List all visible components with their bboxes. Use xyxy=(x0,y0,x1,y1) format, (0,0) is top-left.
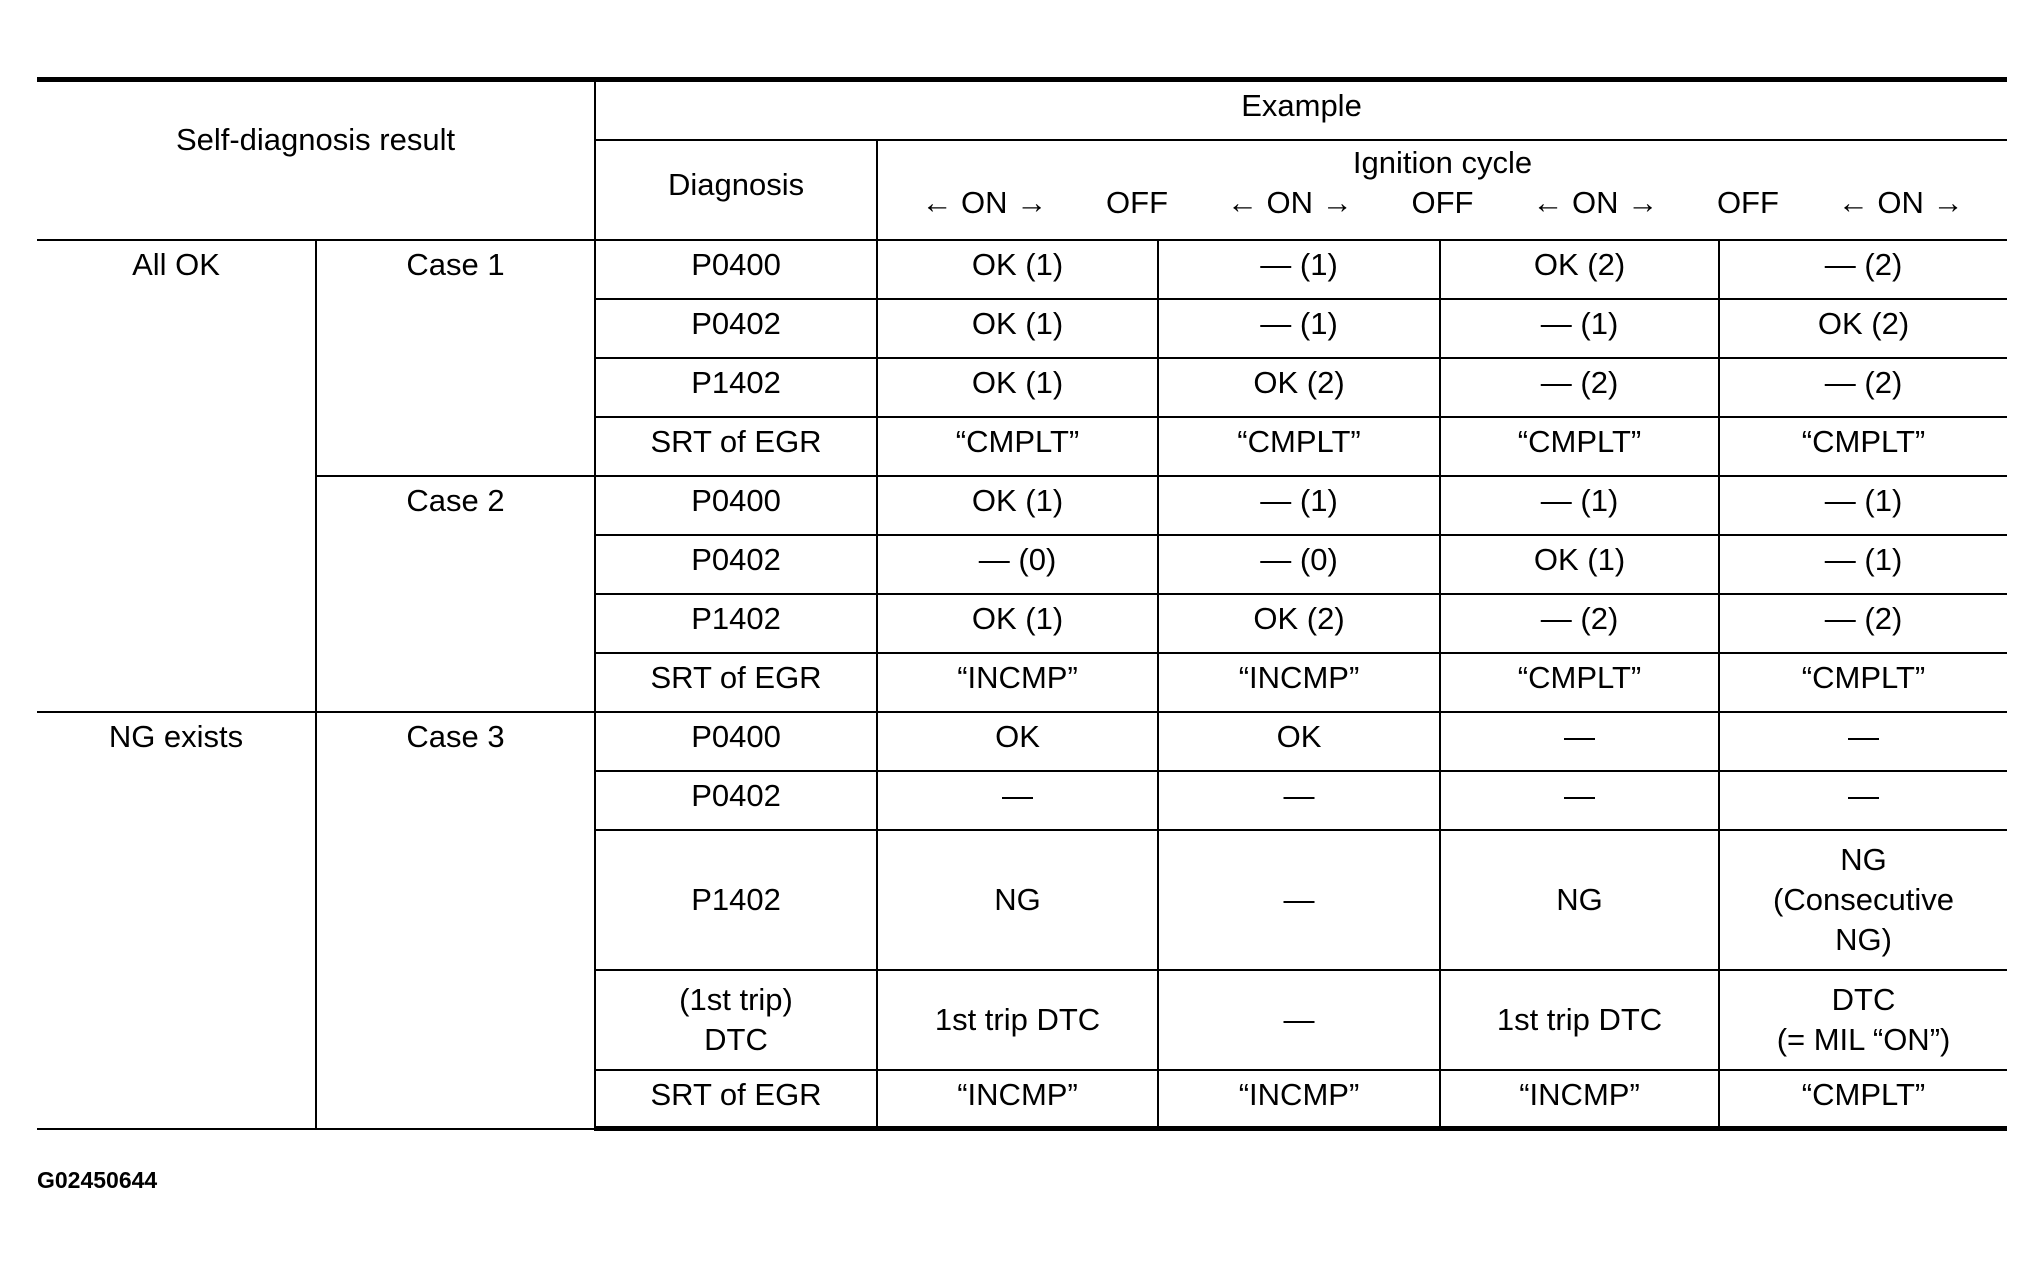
diagnosis-cell: P0402 xyxy=(595,299,877,358)
cycle-value-cell: — xyxy=(1440,771,1719,830)
diagnosis-cell: P0400 xyxy=(595,240,877,299)
cycle-value-cell: “CMPLT” xyxy=(1719,417,2007,476)
value-line: DTC xyxy=(1831,981,1896,1017)
diagnosis-cell: SRT of EGR xyxy=(595,653,877,712)
cycle-value-cell: “INCMP” xyxy=(1158,1070,1440,1129)
cycle-value-cell: NG xyxy=(877,830,1158,970)
cycle-value-cell: — (1) xyxy=(1719,476,2007,535)
cycle-value-cell: — xyxy=(877,771,1158,830)
table-row xyxy=(37,712,2007,771)
cycle-state: OFF xyxy=(1106,184,1169,220)
self-diagnosis-table xyxy=(37,77,2007,1131)
figure-id: G02450644 xyxy=(37,1167,158,1193)
case-cell: Case 1 xyxy=(316,240,595,476)
cycle-value-cell: 1st trip DTC xyxy=(877,970,1158,1070)
cycle-value-cell: — (0) xyxy=(877,535,1158,594)
cycle-value-cell: — (1) xyxy=(1719,535,2007,594)
cycle-value-cell: OK (1) xyxy=(877,594,1158,653)
cycle-value-cell: — (2) xyxy=(1719,240,2007,299)
cycle-value-cell: — xyxy=(1158,970,1440,1070)
cycle-value-cell: — xyxy=(1719,712,2007,771)
cycle-value-cell: — (1) xyxy=(1158,240,1440,299)
cycle-value-cell: — (1) xyxy=(1158,476,1440,535)
cycle-value-cell xyxy=(1719,830,2007,970)
cycle-value-cell: OK (1) xyxy=(877,299,1158,358)
cycle-value-cell: 1st trip DTC xyxy=(1440,970,1719,1070)
cycle-value-cell: OK (2) xyxy=(1158,358,1440,417)
cycle-value-cell: — xyxy=(1158,830,1440,970)
cycle-value-cell: — xyxy=(1719,771,2007,830)
diagnosis-cell: P0402 xyxy=(595,771,877,830)
cycle-value-cell: “CMPLT” xyxy=(1440,653,1719,712)
diagnosis-line: (1st trip) xyxy=(679,981,793,1017)
cycle-value-cell: “INCMP” xyxy=(1440,1070,1719,1129)
diagnosis-cell: SRT of EGR xyxy=(595,417,877,476)
value-line: (= MIL “ON”) xyxy=(1776,1021,1951,1057)
cycle-value-cell: “CMPLT” xyxy=(1440,417,1719,476)
diagnosis-cell: P1402 xyxy=(595,830,877,970)
cycle-value-cell: OK xyxy=(877,712,1158,771)
diagnosis-cell: P1402 xyxy=(595,358,877,417)
cycle-value-cell: “CMPLT” xyxy=(1719,1070,2007,1129)
cycle-value-cell: — (2) xyxy=(1719,358,2007,417)
cycle-state: ← ON → xyxy=(1226,184,1353,220)
diagnosis-cell: P0400 xyxy=(595,476,877,535)
ignition-cycle-header xyxy=(877,140,2007,240)
table-row xyxy=(37,476,2007,535)
case-cell: Case 3 xyxy=(316,712,595,1129)
cycle-value-cell: OK (2) xyxy=(1158,594,1440,653)
self-diagnosis-result-cell: All OK xyxy=(37,240,316,712)
cycle-value-cell: OK (2) xyxy=(1719,299,2007,358)
ignition-cycle-states xyxy=(882,183,2003,223)
table-row xyxy=(37,240,2007,299)
cycle-value-cell: — xyxy=(1440,712,1719,771)
cycle-state: OFF xyxy=(1716,184,1779,220)
cycle-value-cell: “CMPLT” xyxy=(1719,653,2007,712)
cycle-value-cell: OK (1) xyxy=(877,358,1158,417)
cycle-value-cell: — xyxy=(1158,771,1440,830)
cycle-state: ← ON → xyxy=(1532,184,1659,220)
cycle-state: ← ON → xyxy=(921,184,1048,220)
ignition-cycle-label: Ignition cycle xyxy=(1352,144,1533,180)
cycle-value-cell: — (2) xyxy=(1440,358,1719,417)
cycle-value-cell: “CMPLT” xyxy=(1158,417,1440,476)
diagnosis-cell: SRT of EGR xyxy=(595,1070,877,1129)
cycle-value-cell: “CMPLT” xyxy=(877,417,1158,476)
diagnosis-cell: P0402 xyxy=(595,535,877,594)
cycle-value-cell: NG xyxy=(1440,830,1719,970)
cycle-value-cell: — (1) xyxy=(1440,476,1719,535)
cycle-value-cell: OK (2) xyxy=(1440,240,1719,299)
cycle-state: OFF xyxy=(1411,184,1474,220)
value-line: (Consecutive xyxy=(1773,881,1954,917)
value-line: NG) xyxy=(1835,921,1892,957)
example-header: Example xyxy=(595,80,2007,140)
diagnosis-cell: P1402 xyxy=(595,594,877,653)
case-cell: Case 2 xyxy=(316,476,595,712)
value-line: NG xyxy=(1840,841,1887,877)
cycle-value-cell: — (2) xyxy=(1440,594,1719,653)
diagnosis-line: DTC xyxy=(704,1021,768,1057)
diagnosis-cell: P0400 xyxy=(595,712,877,771)
cycle-value-cell: — (1) xyxy=(1158,299,1440,358)
self-diagnosis-result-cell: NG exists xyxy=(37,712,316,1129)
cycle-value-cell xyxy=(1719,970,2007,1070)
self-diagnosis-result-header: Self-diagnosis result xyxy=(37,80,595,240)
cycle-value-cell: “INCMP” xyxy=(877,1070,1158,1129)
cycle-value-cell: — (1) xyxy=(1440,299,1719,358)
cycle-value-cell: OK (1) xyxy=(877,240,1158,299)
cycle-value-cell: “INCMP” xyxy=(1158,653,1440,712)
cycle-value-cell: OK (1) xyxy=(877,476,1158,535)
diagnosis-header: Diagnosis xyxy=(595,140,877,240)
cycle-state: ← ON → xyxy=(1837,184,1964,220)
cycle-value-cell: OK (1) xyxy=(1440,535,1719,594)
cycle-value-cell: — (0) xyxy=(1158,535,1440,594)
cycle-value-cell: “INCMP” xyxy=(877,653,1158,712)
cycle-value-cell: — (2) xyxy=(1719,594,2007,653)
cycle-value-cell: OK xyxy=(1158,712,1440,771)
diagnosis-cell xyxy=(595,970,877,1070)
